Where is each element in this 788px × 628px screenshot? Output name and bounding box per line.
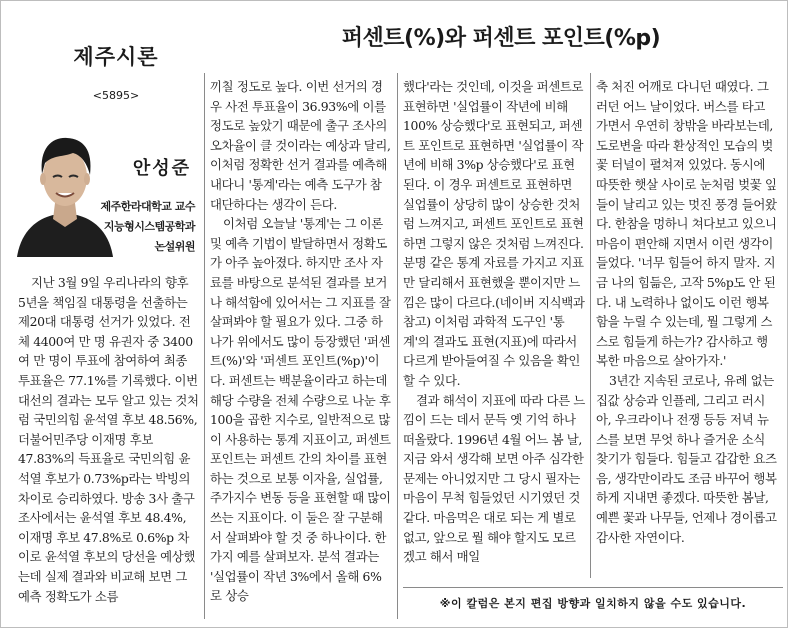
author-name: 안성준 [132,158,191,179]
disclaimer-text: ※이 칼럼은 본지 편집 방향과 일치하지 않을 수도 있습니다. [439,597,747,610]
article-column-4 [596,77,778,547]
column-divider [397,73,398,619]
article-paragraph: 이처럼 오늘날 '통계'는 그 이론 및 예측 기법이 발달하면서 정확도가 아주 높아졌다. 하지만 조사 자료를 바탕으로 분석된 결과를 보거나 해석함에 있어서는 그 지표를 잘 살펴봐야 할 필요가 있다. 그중 하나가 위에서도 많이 등장했던 '퍼센트(%)'와 '퍼센트 포인트(%p)'이다. 퍼센트는 백분율이라고 하는데 해당 수량을 전체 수량으로 나눈 후 100을 곱한 지수로, 일반적으로 많이 사용하는 통계 지표이고, 퍼센트 포인트는 퍼센트 간의 차이를 표현하는 것으로 보통 이자율, 실업률, 주가지수 변동 등을 표현할 때 많이 쓰는 지표이다. 이 둘은 잘 구분해서 살펴봐야 할 것 중 하나이다. 한 가지 예를 살펴보자. 분석 결과는 '실업률이 작년 3%에서 올해 6%로 상승 [210,216,391,604]
author-affiliation [97,197,195,257]
article-column-1 [18,273,199,606]
column-number: <5895> [92,89,140,102]
article-column-2 [210,77,392,606]
column-divider [590,73,591,578]
article-paragraph: 결과 해석이 지표에 따라 다른 느낌이 드는 데서 문득 옛 기억 하나 떠올랐다. 1996년 4월 어느 봄 날, 지금 와서 생각해 보면 아주 심각한 문제는 아니었지만 그 당시 필자는 마음이 무척 힘들었던 시기였던 것 같다. 마음먹은 대로 되는 게 별로 없고, 앞으로 뭘 해야 할지도 모르겠고 해서 매일 [403,392,585,565]
affiliation-line: 지능형시스템공학과 [103,220,195,233]
column-divider [204,73,205,619]
article-column-3 [403,77,585,567]
article-paragraph: 했다'라는 것인데, 이것을 퍼센트로 표현하면 '실업률이 작년에 비해 100% 상승했다'로 표현되고, 퍼센트 포인트로 표현하면 '실업률이 작년에 비해 3%p 상승했다'로 표현된다. 이 경우 퍼센트로 표현하면 실업률이 상당히 많이 상승한 것처럼 느껴지고, 퍼센트 포인트로 표현하면 그렇지 않은 것처럼 느껴진다. 분명 같은 통계 자료를 가지고 지표만 달리해서 표현했을 뿐이지만 느낌은 많이 다르다.(네이버 지식백과 참고) 이처럼 과학적 도구인 '통계'의 결과도 표현(지표)에 따라서 다르게 받아들여질 수 있음을 확인 할 수 있다. [403,79,585,388]
column-name: 제주시론 [73,45,159,69]
article-paragraph: 지난 3월 9일 우리나라의 향후 5년을 책임질 대통령을 선출하는 제20대 대통령 선거가 있었다. 전체 4400여 만 명 유권자 중 3400여 만 명이 투표에 참여하여 최종 투표율은 77.1%를 기록했다. 이번 대선의 결과는 모두 알고 있는 것처럼 국민의힘 윤석열 후보 48.56%, 더불어민주당 이재명 후보 47.83%의 득표율로 국민의힘 윤석열 후보가 0.73%p라는 박빙의 차이로 승리하였다. 방송 3사 출구 조사에서는 윤석열 후보 48.4%, 이재명 후보 47.8%로 0.6%p 차이로 윤석열 후보의 당선을 예상했는데 실제 결과와 비교해 보면 그 예측 정확도가 소름 [18,275,199,604]
affiliation-line: 제주한라대학교 교수 [100,200,195,213]
article-paragraph: 끼칠 정도로 높다. 이번 선거의 경우 사전 투표율이 36.93%에 이를 정도로 높았기 때문에 출구 조사의 오차율이 클 것이라는 예상과 달리, 이처럼 정확한 선거 결과를 예측해 내다니 '통계'라는 예측 도구가 참 대단하다는 생각이 든다. [210,79,391,212]
disclaimer-footnote [403,587,783,618]
article-paragraph: 3년간 지속된 코로나, 유례 없는 집값 상승과 인플레, 그리고 러시아, 우크라이나 전쟁 등등 저녁 뉴스를 보면 무엇 하나 즐거운 소식 찾기가 힘들다. 힘들고 갑갑한 요즈음, 생각만이라도 조금 바꾸어 행복하게 지내면 좋겠다. 따뜻한 봄날, 예쁜 꽃과 나무들, 언제나 경이롭고 감사한 자연이다. [596,372,777,545]
affiliation-line: 논설위원 [154,240,195,253]
headline: 퍼센트(%)와 퍼센트 포인트(%p) [341,26,661,51]
article-paragraph: 축 처진 어깨로 다니던 때였다. 그러던 어느 날이었다. 버스를 타고 가면서 우연히 창밖을 바라보는데, 도로변을 따라 환상적인 모습의 벚꽃 터널이 펼쳐져 있었다. 동시에 따뜻한 햇살 사이로 눈처럼 벚꽃 잎들이 날리고 있는 멋진 풍경 들어왔다. 한참을 멍하니 쳐다보고 있으니 마음이 편안해 지면서 이런 생각이 들었다. '너무 힘들어 하지 말자. 지금 나의 힘듦은, 고작 5%p도 안 된다. 내 노력하나 없이도 이런 행복함을 누릴 수 있는데, 뭘 그렇게 스스로 힘들게 하는가? 감사하고 행복한 마음으로 살아가자.' [596,79,777,369]
